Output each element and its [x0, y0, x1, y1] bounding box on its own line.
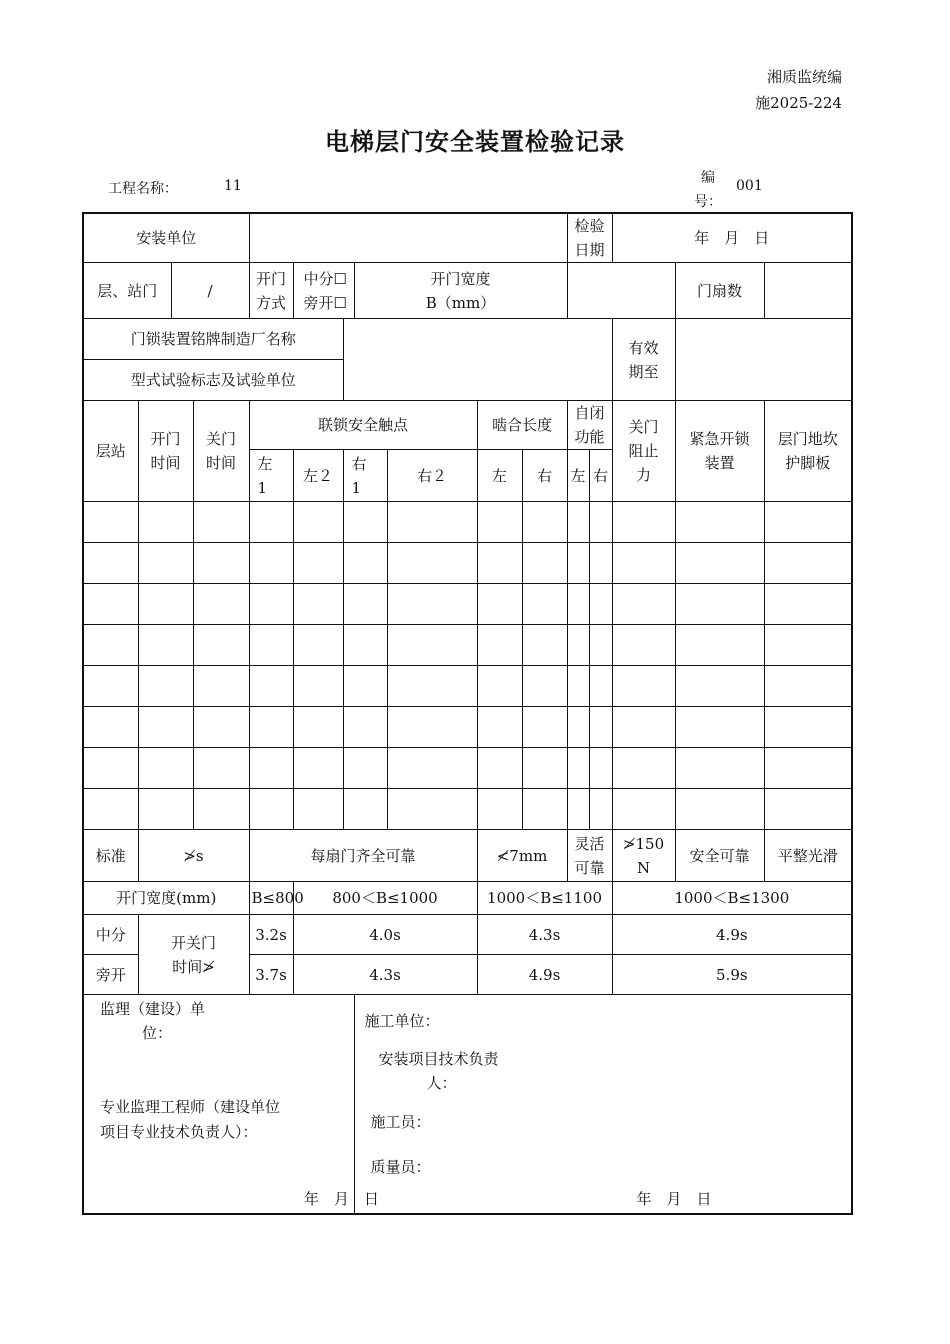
cell-right1[interactable] [343, 748, 387, 789]
width-b1: B≤800 [249, 882, 293, 915]
cell-right1[interactable] [343, 666, 387, 707]
cell-emergency-unlock[interactable] [675, 748, 764, 789]
standard-label: 标准 [83, 830, 138, 882]
cell-closing-force[interactable] [612, 789, 675, 830]
type-test-label: 型式试验标志及试验单位 [83, 360, 343, 401]
record-number-label-line1: 编 [701, 170, 715, 186]
row-lock-maker [83, 319, 852, 360]
center-value-2: 4.0s [293, 915, 477, 955]
cell-right1[interactable] [343, 502, 387, 543]
col-interlock-left1-line2: 1 [257, 478, 268, 497]
tech-lead-label-line2: 人： [426, 1074, 457, 1092]
col-interlock: 联锁安全触点 [249, 401, 477, 450]
cell-station[interactable] [83, 584, 138, 625]
cell-closing-force[interactable] [612, 707, 675, 748]
project-name-label: 工程名称： [108, 181, 178, 197]
cell-left1[interactable] [249, 502, 293, 543]
inspection-form [82, 212, 853, 1215]
inspection-date-label: 检验日期 [567, 213, 612, 263]
cell-self-close-left[interactable] [567, 625, 589, 666]
cell-self-close-right[interactable] [589, 789, 612, 830]
open-mode-label [249, 263, 293, 319]
cell-right1[interactable] [343, 625, 387, 666]
cell-right2[interactable] [387, 625, 477, 666]
leaf-count-label: 门扇数 [675, 263, 764, 319]
page-title: 电梯层门安全装置检验记录 [325, 128, 625, 156]
col-emergency-unlock-line1: 紧急开锁 [689, 430, 750, 448]
valid-until-label-line2: 期至 [628, 362, 659, 381]
col-interlock-right1-line1: 右 [351, 454, 367, 473]
column-header-row1 [83, 401, 852, 450]
cell-close-time[interactable] [193, 666, 249, 707]
time-limit-label [138, 915, 249, 995]
cell-right2[interactable] [387, 666, 477, 707]
cell-sill-guard[interactable] [764, 707, 852, 748]
cell-close-time[interactable] [193, 543, 249, 584]
cell-left1[interactable] [249, 584, 293, 625]
cell-right1[interactable] [343, 707, 387, 748]
contractor-label: 施工单位： [364, 1012, 440, 1030]
cell-self-close-right[interactable] [589, 748, 612, 789]
cell-closing-force[interactable] [612, 584, 675, 625]
cell-right1[interactable] [343, 789, 387, 830]
cell-station[interactable] [83, 502, 138, 543]
cell-left1[interactable] [249, 789, 293, 830]
side-value-1: 3.7s [249, 955, 293, 995]
col-interlock-left1 [249, 450, 293, 502]
record-number-label-line2: 号： [694, 194, 722, 210]
col-closing-force [612, 401, 675, 502]
signature-row [83, 995, 852, 1215]
standard-engage: ≮7mm [477, 830, 567, 882]
record-number-label [688, 166, 728, 214]
cell-engage-right[interactable] [522, 707, 567, 748]
col-emergency-unlock [675, 401, 764, 502]
center-open-row [83, 915, 852, 955]
cell-left2[interactable] [293, 543, 343, 584]
row-install-unit [83, 213, 852, 263]
cell-engage-left[interactable] [477, 707, 522, 748]
cell-open-time[interactable] [138, 584, 193, 625]
standard-time: ≯s [138, 830, 249, 882]
engineer-label-line2: 项目专业技术负责人）： [100, 1123, 258, 1141]
cell-left1[interactable] [249, 543, 293, 584]
cell-sill-guard[interactable] [764, 543, 852, 584]
cell-engage-right[interactable] [522, 543, 567, 584]
cell-close-time[interactable] [193, 584, 249, 625]
col-interlock-right2: 右２ [387, 450, 477, 502]
cell-left2[interactable] [293, 748, 343, 789]
cell-engage-left[interactable] [477, 789, 522, 830]
center-open-label: 中分 [83, 915, 138, 955]
cell-engage-right[interactable] [522, 502, 567, 543]
contractor-date: 年 月 日 [636, 1190, 712, 1208]
col-interlock-right1-line2: 1 [351, 478, 362, 497]
cell-left2[interactable] [293, 789, 343, 830]
form-reference-line1: 湘质监统编 [766, 68, 842, 86]
open-mode-label-line1: 开门 [256, 269, 287, 288]
col-self-close-right: 右 [589, 450, 612, 502]
valid-until-value[interactable] [675, 319, 852, 401]
cell-open-time[interactable] [138, 502, 193, 543]
cell-self-close-right[interactable] [589, 625, 612, 666]
standard-emergency: 安全可靠 [675, 830, 764, 882]
col-sill-guard-line1: 层门地坎 [777, 430, 838, 448]
cell-closing-force[interactable] [612, 666, 675, 707]
inspection-date-value[interactable]: 年 月 日 [612, 213, 852, 263]
standard-force-line2: N [636, 858, 651, 877]
cell-right2[interactable] [387, 789, 477, 830]
col-closing-force-line3: 力 [636, 466, 652, 484]
cell-engage-left[interactable] [477, 502, 522, 543]
cell-emergency-unlock[interactable] [675, 707, 764, 748]
cell-engage-right[interactable] [522, 625, 567, 666]
col-self-close: 自闭功能 [567, 401, 612, 450]
valid-until-label [612, 319, 675, 401]
col-closing-force-line2: 阻止 [628, 442, 659, 460]
cell-station[interactable] [83, 543, 138, 584]
cell-self-close-right[interactable] [589, 584, 612, 625]
col-interlock-left1-line1: 左 [257, 454, 273, 473]
table-row [83, 543, 852, 584]
col-interlock-left2: 左２ [293, 450, 343, 502]
cell-right1[interactable] [343, 584, 387, 625]
side-open-checkbox[interactable]: 旁开☐ [303, 293, 347, 312]
table-row [83, 707, 852, 748]
supervision-unit-label-line2: 位： [142, 1024, 173, 1042]
cell-right2[interactable] [387, 707, 477, 748]
cell-sill-guard[interactable] [764, 789, 852, 830]
table-row [83, 748, 852, 789]
valid-until-label-line1: 有效 [628, 338, 659, 357]
col-engage-right: 右 [522, 450, 567, 502]
supervision-date: 年 月 日 [304, 1190, 380, 1208]
col-open-time-line2: 时间 [150, 454, 181, 472]
table-row [83, 502, 852, 543]
side-open-label: 旁开 [83, 955, 138, 995]
table-row [83, 584, 852, 625]
cell-left1[interactable] [249, 625, 293, 666]
cell-open-time[interactable] [138, 789, 193, 830]
width-b3: 1000＜B≤1100 [477, 882, 612, 915]
door-width-label-line1: 开门宽度 [430, 269, 491, 288]
standard-force [612, 830, 675, 882]
cell-close-time[interactable] [193, 502, 249, 543]
install-unit-value[interactable] [249, 213, 567, 263]
cell-open-time[interactable] [138, 707, 193, 748]
row-floor-door [83, 263, 852, 319]
cell-emergency-unlock[interactable] [675, 543, 764, 584]
cell-engage-left[interactable] [477, 748, 522, 789]
cell-self-close-right[interactable] [589, 666, 612, 707]
data-rows [83, 502, 852, 830]
open-mode-label-line2: 方式 [256, 293, 287, 312]
cell-right2[interactable] [387, 584, 477, 625]
cell-self-close-left[interactable] [567, 748, 589, 789]
cell-right2[interactable] [387, 502, 477, 543]
door-width-value[interactable] [567, 263, 675, 319]
col-self-close-left: 左 [567, 450, 589, 502]
tech-lead-label-line1: 安装项目技术负责 [378, 1050, 499, 1068]
cell-self-close-right[interactable] [589, 707, 612, 748]
floor-door-value[interactable]: / [171, 263, 249, 319]
standard-row [83, 830, 852, 882]
center-open-checkbox[interactable]: 中分☐ [303, 269, 347, 288]
cell-engage-left[interactable] [477, 543, 522, 584]
cell-sill-guard[interactable] [764, 666, 852, 707]
contractor-signature[interactable] [354, 995, 852, 1215]
table-row [83, 789, 852, 830]
cell-emergency-unlock[interactable] [675, 502, 764, 543]
cell-right2[interactable] [387, 748, 477, 789]
cell-left2[interactable] [293, 584, 343, 625]
table-row [83, 666, 852, 707]
time-limit-label-line1: 开关门 [171, 933, 217, 952]
cell-sill-guard[interactable] [764, 584, 852, 625]
col-emergency-unlock-line2: 装置 [704, 454, 735, 472]
side-value-2: 4.3s [293, 955, 477, 995]
cell-engage-right[interactable] [522, 789, 567, 830]
cell-engage-right[interactable] [522, 748, 567, 789]
cell-self-close-left[interactable] [567, 584, 589, 625]
lock-maker-label: 门锁装置铭牌制造厂名称 [83, 319, 343, 360]
standard-self-close: 灵活可靠 [567, 830, 612, 882]
cell-open-time[interactable] [138, 748, 193, 789]
table-row [83, 625, 852, 666]
side-value-4: 5.9s [612, 955, 852, 995]
cell-emergency-unlock[interactable] [675, 625, 764, 666]
cell-closing-force[interactable] [612, 625, 675, 666]
cell-sill-guard[interactable] [764, 625, 852, 666]
cell-emergency-unlock[interactable] [675, 789, 764, 830]
cell-open-time[interactable] [138, 543, 193, 584]
cell-left2[interactable] [293, 502, 343, 543]
standard-sill: 平整光滑 [764, 830, 852, 882]
cell-engage-right[interactable] [522, 666, 567, 707]
cell-self-close-right[interactable] [589, 502, 612, 543]
floor-door-label: 层、站门 [83, 263, 171, 319]
cell-left1[interactable] [249, 707, 293, 748]
cell-closing-force[interactable] [612, 748, 675, 789]
col-interlock-right1 [343, 450, 387, 502]
cell-sill-guard[interactable] [764, 502, 852, 543]
cell-self-close-left[interactable] [567, 543, 589, 584]
cell-station[interactable] [83, 748, 138, 789]
cell-open-time[interactable] [138, 625, 193, 666]
width-b4: 1000＜B≤1300 [612, 882, 852, 915]
form-reference-line2: 施2025-224 [755, 94, 842, 112]
col-engage-left: 左 [477, 450, 522, 502]
side-value-3: 4.9s [477, 955, 612, 995]
cell-left1[interactable] [249, 666, 293, 707]
center-value-4: 4.9s [612, 915, 852, 955]
open-mode-options [293, 263, 354, 319]
cell-closing-force[interactable] [612, 543, 675, 584]
col-close-time [193, 401, 249, 502]
quality-label: 质量员： [370, 1158, 431, 1176]
col-sill-guard [764, 401, 852, 502]
col-close-time-line2: 时间 [206, 454, 237, 472]
col-close-time-line1: 关门 [206, 430, 237, 448]
cell-right2[interactable] [387, 543, 477, 584]
cell-station[interactable] [83, 666, 138, 707]
standard-interlock: 每扇门齐全可靠 [249, 830, 477, 882]
col-open-time [138, 401, 193, 502]
col-engage-length: 啮合长度 [477, 401, 567, 450]
cell-open-time[interactable] [138, 666, 193, 707]
door-width-label [354, 263, 567, 319]
width-b2: 800＜B≤1000 [293, 882, 477, 915]
width-header-row [83, 882, 852, 915]
leaf-count-value[interactable] [764, 263, 852, 319]
cell-self-close-right[interactable] [589, 543, 612, 584]
cell-engage-left[interactable] [477, 584, 522, 625]
col-station: 层站 [83, 401, 138, 502]
col-open-time-line1: 开门 [150, 430, 181, 448]
cell-close-time[interactable] [193, 625, 249, 666]
record-number-value: 001 [736, 178, 763, 194]
cell-self-close-left[interactable] [567, 707, 589, 748]
supervision-signature[interactable] [83, 995, 380, 1215]
cell-close-time[interactable] [193, 748, 249, 789]
cell-right1[interactable] [343, 543, 387, 584]
standard-force-line1: ≯150 [622, 834, 665, 853]
cell-station[interactable] [83, 707, 138, 748]
cell-left2[interactable] [293, 625, 343, 666]
cell-emergency-unlock[interactable] [675, 666, 764, 707]
cell-station[interactable] [83, 789, 138, 830]
door-width-label-line2: B（mm） [425, 293, 496, 312]
form-reference [755, 64, 842, 116]
center-value-1: 3.2s [249, 915, 293, 955]
cell-self-close-left[interactable] [567, 789, 589, 830]
cell-left1[interactable] [249, 748, 293, 789]
engineer-label-line1: 专业监理工程师（建设单位 [100, 1098, 281, 1116]
cell-self-close-left[interactable] [567, 502, 589, 543]
cell-self-close-left[interactable] [567, 666, 589, 707]
cell-left2[interactable] [293, 707, 343, 748]
cell-close-time[interactable] [193, 707, 249, 748]
cell-engage-left[interactable] [477, 666, 522, 707]
cell-closing-force[interactable] [612, 502, 675, 543]
col-closing-force-line1: 关门 [628, 418, 659, 436]
cell-sill-guard[interactable] [764, 748, 852, 789]
time-limit-label-line2: 时间≯ [172, 957, 215, 976]
width-label: 开门宽度(mm) [83, 882, 249, 915]
project-name-value: 11 [224, 178, 242, 194]
cell-station[interactable] [83, 625, 138, 666]
cell-left2[interactable] [293, 666, 343, 707]
center-value-3: 4.3s [477, 915, 612, 955]
worker-label: 施工员： [370, 1113, 431, 1131]
cell-close-time[interactable] [193, 789, 249, 830]
col-sill-guard-line2: 护脚板 [785, 454, 831, 472]
install-unit-label: 安装单位 [83, 213, 249, 263]
cell-engage-right[interactable] [522, 584, 567, 625]
cell-engage-left[interactable] [477, 625, 522, 666]
lock-maker-value[interactable] [343, 319, 612, 401]
supervision-unit-label-line1: 监理（建设）单 [100, 1000, 206, 1018]
cell-emergency-unlock[interactable] [675, 584, 764, 625]
